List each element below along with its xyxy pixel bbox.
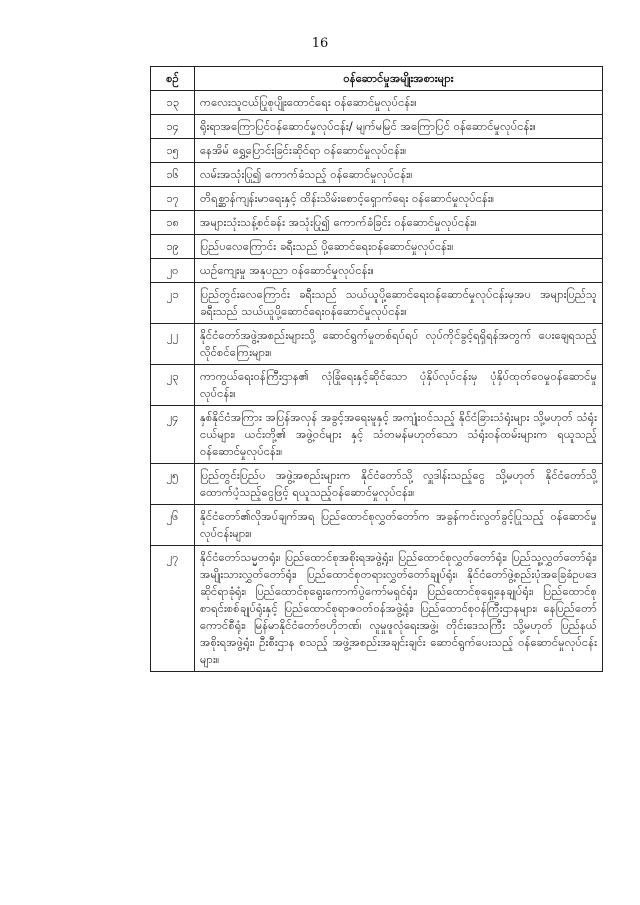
row-description: နိုင်ငံတော်အဖွဲ့အစည်းများသို့ ဆောင်ရွက်မှုတစ်ရပ်ရပ် လုပ်ကိုင်ခွင့်ရရှိရန်အတွက် ပေးချေရသည့် လိုင်စင်ကြေးများ။ xyxy=(195,324,603,365)
row-number: ၂၆ xyxy=(151,505,195,546)
row-description: ကာကွယ်ရေးဝန်ကြီးဌာန၏ လုံခြုံရေးနှင့်ဆိုင်သော ပုံနှိပ်လုပ်ငန်းမှ ပုံနှိပ်ထုတ်ဝေမှုဝန်ဆောင်မှုလုပ်ငန်း။ xyxy=(195,365,603,406)
table-row xyxy=(151,163,603,187)
table-row xyxy=(151,464,603,505)
row-number: ၁၃ xyxy=(151,91,195,115)
row-number: ၁၉ xyxy=(151,235,195,259)
table-row xyxy=(151,115,603,139)
row-description: ပြည်တွင်းပြည်ပ အဖွဲ့အစည်းများက နိုင်ငံတော်သို့ လှူဒါန်းသည့်ငွေ သို့မဟုတ် နိုင်ငံတော်သို့ ထောက်ပံ့သည့်ငွေဖြင့် ရယူသည့်ဝန်ဆောင်မှုလုပ်ငန်း။ xyxy=(195,464,603,505)
service-types-table xyxy=(150,66,603,672)
row-number: ၁၇ xyxy=(151,187,195,211)
row-number: ၁၅ xyxy=(151,139,195,163)
header-service-type: ဝန်ဆောင်မှုအမျိုးအစားများ xyxy=(195,67,603,91)
row-description: ပြည်ပလေကြောင်း ခရီးသည် ပို့ဆောင်ရေးဝန်ဆောင်မှုလုပ်ငန်း။ xyxy=(195,235,603,259)
row-description: ပြည်တွင်းလေကြောင်း ခရီးသည် သယ်ယူပို့ဆောင်ရေးဝန်ဆောင်မှုလုပ်ငန်းမှအပ အများပြည်သူခရီးသည် သယ်ယူပို့ဆောင်ရေးဝန်ဆောင်မှုလုပ်ငန်း။ xyxy=(195,283,603,324)
table-row xyxy=(151,187,603,211)
table-row xyxy=(151,365,603,406)
row-description: နှစ်နိုင်ငံအကြား အပြန်အလှန် အခွင့်အရေးမူနှင့် အကျုံးဝင်သည့် နိုင်ငံခြားသံရုံးများ သို့မဟုတ် သံရုံးငယ်များ၊ ယင်းတို့၏ အဖွဲ့ဝင်များ နှင့် သံတမန်မဟုတ်သော သံရုံးဝန်ထမ်းများက ရယူသည့်ဝန်ဆောင်မှုလုပ်ငန်း။ xyxy=(195,406,603,464)
row-description: တိရစ္ဆာန်ကျန်းမာရေးနှင့် ထိန်းသိမ်းစောင့်ရှောက်ရေး ဝန်ဆောင်မှုလုပ်ငန်း။ xyxy=(195,187,603,211)
table-row xyxy=(151,211,603,235)
row-description: နေအိမ် ရွှေ့ပြောင်းခြင်းဆိုင်ရာ ဝန်ဆောင်မှုလုပ်ငန်း။ xyxy=(195,139,603,163)
row-number: ၂၇ xyxy=(151,546,195,672)
table-row xyxy=(151,259,603,283)
row-number: ၂၀ xyxy=(151,259,195,283)
table-row xyxy=(151,91,603,115)
table-row xyxy=(151,139,603,163)
row-description: ယဉ်ကျေးမှု အနုပညာ ဝန်ဆောင်မှုလုပ်ငန်း။ xyxy=(195,259,603,283)
row-number: ၂၂ xyxy=(151,324,195,365)
table-row xyxy=(151,546,603,672)
table-header-row xyxy=(151,67,603,91)
row-description: ကလေးသူငယ်ပြုစုပျိုးထောင်ရေး ဝန်ဆောင်မှုလုပ်ငန်း။ xyxy=(195,91,603,115)
table-row xyxy=(151,406,603,464)
row-description: နိုင်ငံတော်သမ္မတရုံး၊ ပြည်ထောင်စုအစိုးရအဖွဲ့ရုံး၊ ပြည်ထောင်စုလွှတ်တော်ရုံး၊ ပြည်သူ့လွှတ်တော်ရုံး၊ အမျိုးသားလွှတ်တော်ရုံး၊ ပြည်ထောင်စုတရားလွှတ်တော်ချုပ်ရုံး၊ နိုင်ငံတော်ဖွဲ့စည်းပုံအခြေခံဥပဒေဆိုင်ရာခုံရုံး၊ ပြည်ထောင်စုရွေးကောက်ပွဲကော်မရှင်ရုံး၊ ပြည်ထောင်စုရှေ့နေချုပ်ရုံး၊ ပြည်ထောင်စုစာရင်းစစ်ချုပ်ရုံးနှင့် ပြည်ထောင်စုရာဇဝတ်ဝန်အဖွဲ့ရုံး၊ ပြည်ထောင်စုဝန်ကြီးဌာနများ၊ နေပြည်တော်ကောင်စီရုံး၊ မြန်မာနိုင်ငံတော်ဗဟိုဘဏ်၊ လူမှုဖူလုံရေးအဖွဲ့၊ တိုင်းဒေသကြီး သို့မဟုတ် ပြည်နယ်အစိုးရအဖွဲ့ရုံး၊ ဦးစီးဌာန စသည့် အဖွဲ့အစည်းအချင်းချင်း ဆောင်ရွက်ပေးသည့် ဝန်ဆောင်မှုလုပ်ငန်းများ။ xyxy=(195,546,603,672)
row-number: ၂၁ xyxy=(151,283,195,324)
row-number: ၂၃ xyxy=(151,365,195,406)
table-row xyxy=(151,283,603,324)
header-number: စဉ် xyxy=(151,67,195,91)
row-number: ၁၈ xyxy=(151,211,195,235)
row-description: နိုင်ငံတော်၏လိုအပ်ချက်အရ ပြည်ထောင်စုလွှတ်တော်က အခွန်ကင်းလွတ်ခွင့်ပြုသည့် ဝန်ဆောင်မှုလုပ်ငန်းများ။ xyxy=(195,505,603,546)
row-number: ၂၄ xyxy=(151,406,195,464)
row-description: လမ်းအသုံးပြု၍ ကောက်ခံသည့် ဝန်ဆောင်မှုလုပ်ငန်း။ xyxy=(195,163,603,187)
table-row xyxy=(151,235,603,259)
row-number: ၁၄ xyxy=(151,115,195,139)
row-number: ၁၆ xyxy=(151,163,195,187)
row-number: ၂၅ xyxy=(151,464,195,505)
table-row xyxy=(151,324,603,365)
page-number: 16 xyxy=(311,36,329,51)
table-row xyxy=(151,505,603,546)
row-description: ရိုးရာအကြောပြင်ဝန်ဆောင်မှုလုပ်ငန်း/ မျက်မမြင် အကြောပြင် ဝန်ဆောင်မှုလုပ်ငန်း။ xyxy=(195,115,603,139)
row-description: အများသုံးသန့်စင်ခန်း အသုံးပြု၍ ကောက်ခံခြင်း ဝန်ဆောင်မှုလုပ်ငန်း။ xyxy=(195,211,603,235)
